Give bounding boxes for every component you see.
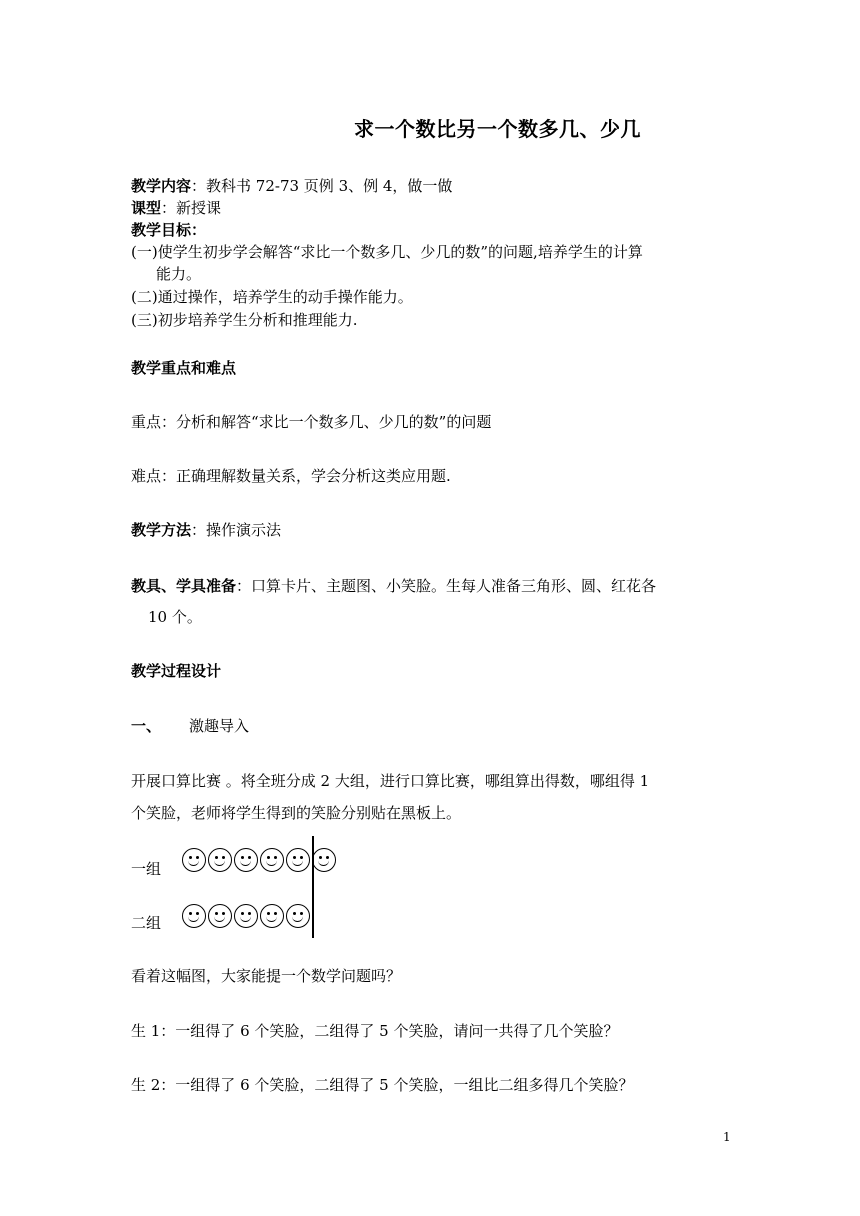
- objective-item-1-cont: 能力。: [156, 265, 202, 283]
- difficulty: 难点：正确理解数量关系，学会分析这类应用题.: [131, 467, 451, 485]
- smiley-face-icon: [182, 848, 206, 872]
- question: 看着这幅图，大家能提一个数学问题吗？: [131, 967, 402, 985]
- method-value: ：操作演示法: [191, 521, 282, 539]
- method-label: 教学方法: [131, 521, 192, 539]
- method-line: [131, 519, 281, 540]
- group-1-faces: [182, 848, 338, 872]
- materials-cont: 10 个。: [148, 608, 202, 626]
- objective-num: (一): [131, 243, 158, 261]
- smiley-face-icon: [208, 848, 232, 872]
- materials-value: ：口算卡片、主题图、小笑脸。生每人准备三角形、圆、红花各: [236, 577, 657, 595]
- student-2-answer: 生 2：一组得了 6 个笑脸，二组得了 5 个笑脸，一组比二组多得几个笑脸？: [131, 1076, 634, 1094]
- smiley-face-icon: [234, 848, 258, 872]
- materials-line: [131, 575, 656, 596]
- section-title: 激趣导入: [189, 717, 250, 735]
- lesson-type-line: [131, 197, 221, 218]
- group-2-faces: [182, 904, 312, 928]
- document-title: 求一个数比另一个数多几、少几: [354, 117, 641, 141]
- comparison-divider: [312, 836, 314, 938]
- smiley-face-icon: [286, 848, 310, 872]
- smiley-face-icon: [286, 904, 310, 928]
- content-label: 教学内容: [131, 177, 192, 195]
- objective-item-1: [131, 241, 643, 262]
- group-2-label: 二组: [131, 914, 162, 932]
- objective-num: (二): [131, 288, 158, 306]
- intro-line-1: 开展口算比赛 。将全班分成 2 大组，进行口算比赛，哪组算出得数，哪组得 1: [131, 772, 650, 790]
- objective-num: (三): [131, 311, 158, 329]
- objective-item-3: [131, 309, 358, 330]
- smiley-face-icon: [208, 904, 232, 928]
- intro-line-2: 个笑脸，老师将学生得到的笑脸分别贴在黑板上。: [131, 804, 462, 822]
- section-num: 一、: [131, 717, 162, 735]
- materials-label: 教具、学具准备: [131, 577, 237, 595]
- content-line: [131, 175, 452, 196]
- objective-text: 通过操作，培养学生的动手操作能力。: [157, 288, 413, 306]
- smiley-face-icon: [260, 848, 284, 872]
- smiley-face-icon: [234, 904, 258, 928]
- section-1-heading: [131, 715, 249, 736]
- page-number: 1: [723, 1130, 731, 1144]
- process-heading: 教学过程设计: [131, 662, 222, 680]
- smiley-face-icon: [312, 848, 336, 872]
- smiley-face-icon: [260, 904, 284, 928]
- content-value: ：教科书 72-73 页例 3、例 4，做一做: [191, 177, 453, 195]
- objective-item-2: [131, 286, 413, 307]
- student-1-answer: 生 1：一组得了 6 个笑脸，二组得了 5 个笑脸，请问一共得了几个笑脸？: [131, 1022, 619, 1040]
- key-points-heading: 教学重点和难点: [131, 359, 237, 377]
- objectives-label: 教学目标：: [131, 221, 207, 239]
- lesson-type-label: 课型: [131, 199, 162, 217]
- objective-text: 初步培养学生分析和推理能力.: [157, 311, 358, 329]
- objective-text: 使学生初步学会解答“求比一个数多几、少几的数”的问题,培养学生的计算: [157, 243, 643, 261]
- key-point: 重点：分析和解答“求比一个数多几、少几的数”的问题: [131, 413, 492, 431]
- smiley-face-icon: [182, 904, 206, 928]
- lesson-type-value: ：新授课: [161, 199, 222, 217]
- group-1-label: 一组: [131, 860, 162, 878]
